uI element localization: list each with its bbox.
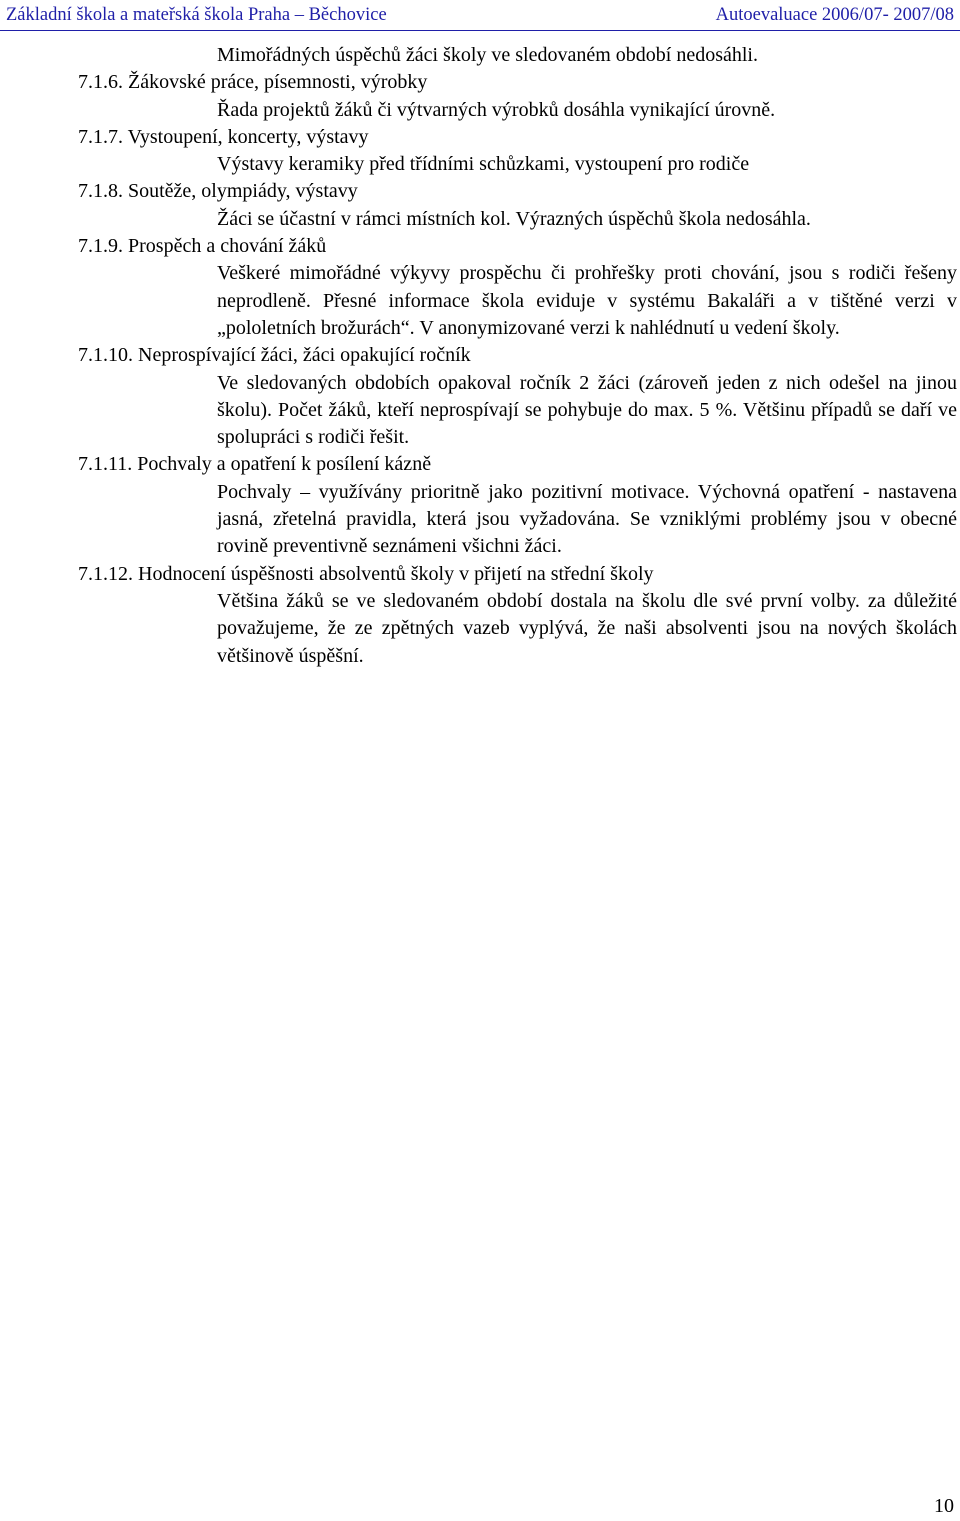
intro-paragraph: Mimořádných úspěchů žáci školy ve sledovaném období nedosáhli. — [217, 44, 758, 66]
section-title: Hodnocení úspěšnosti absolventů školy v přijetí na střední školy — [138, 562, 654, 585]
section-7-1-8 — [0, 178, 960, 233]
header-divider — [0, 30, 960, 31]
header-document-title: Autoevaluace 2006/07- 2007/08 — [715, 5, 954, 25]
section-heading — [78, 561, 958, 588]
section-heading — [78, 233, 958, 260]
section-title: Soutěže, olympiády, výstavy — [128, 180, 358, 203]
section-title: Pochvaly a opatření k posílení kázně — [137, 453, 432, 476]
section-title: Žákovské práce, písemnosti, výrobky — [128, 71, 428, 94]
section-text: Ve sledovaných obdobích opakoval ročník 2 žáci (zároveň jeden z nich odešel na jinou školu). Počet žáků, kteří neprospívají se pohybuje do max. 5 %. Většinu případů se daří ve spolupráci s rodiči řešit. — [217, 371, 957, 449]
section-7-1-9 — [0, 233, 960, 342]
section-text: Žáci se účastní v rámci místních kol. Výrazných úspěchů škola nedosáhla. — [217, 207, 811, 230]
section-heading — [78, 124, 958, 151]
section-number: 7.1.8. — [78, 180, 123, 203]
section-title: Vystoupení, koncerty, výstavy — [127, 125, 369, 148]
section-number: 7.1.6. — [78, 71, 123, 94]
section-heading — [78, 342, 958, 369]
section-heading — [78, 451, 958, 478]
section-heading — [78, 69, 958, 96]
document-body — [0, 42, 960, 670]
section-text: Pochvaly – využívány prioritně jako pozitivní motivace. Výchovná opatření - nastavena jasná, zřetelná pravidla, která jsou vyžadována. Se vzniklými problémy jsou v obecné rovině preventivně seznámeni všichni žáci. — [217, 480, 957, 558]
header-school-name: Základní škola a mateřská škola Praha – Běchovice — [6, 5, 387, 25]
section-text: Řada projektů žáků či výtvarných výrobků dosáhla vynikající úrovně. — [217, 98, 776, 121]
section-title: Neprospívající žáci, žáci opakující ročník — [138, 344, 471, 367]
section-7-1-10 — [0, 342, 960, 451]
section-number: 7.1.9. — [78, 235, 123, 258]
section-7-1-11 — [0, 451, 960, 560]
section-7-1-12 — [0, 561, 960, 670]
section-number: 7.1.10. — [78, 344, 133, 367]
section-7-1-7 — [0, 124, 960, 179]
section-7-1-6 — [0, 69, 960, 124]
section-text: Výstavy keramiky před třídními schůzkami, vystoupení pro rodiče — [217, 153, 750, 176]
section-title: Prospěch a chování žáků — [128, 235, 327, 258]
section-text: Veškeré mimořádné výkyvy prospěchu či prohřešky proti chování, jsou s rodiči řešeny neprodleně. Přesné informace škola eviduje v systému Bakaláři a v tištěné verzi v „pololetních brožurách“. V anonymizované verzi k nahlédnutí u vedení školy. — [217, 262, 957, 339]
page-number: 10 — [934, 1495, 954, 1517]
section-number: 7.1.12. — [78, 562, 133, 585]
section-heading — [78, 178, 958, 205]
section-text: Většina žáků se ve sledovaném období dostala na školu dle své první volby. za důležité považujeme, že ze zpětných vazeb vyplývá, že naši absolventi jsou na nových školách většinově úspěšní. — [217, 589, 957, 667]
section-number: 7.1.11. — [78, 453, 133, 476]
section-number: 7.1.7. — [78, 125, 123, 148]
page-header — [0, 0, 960, 30]
